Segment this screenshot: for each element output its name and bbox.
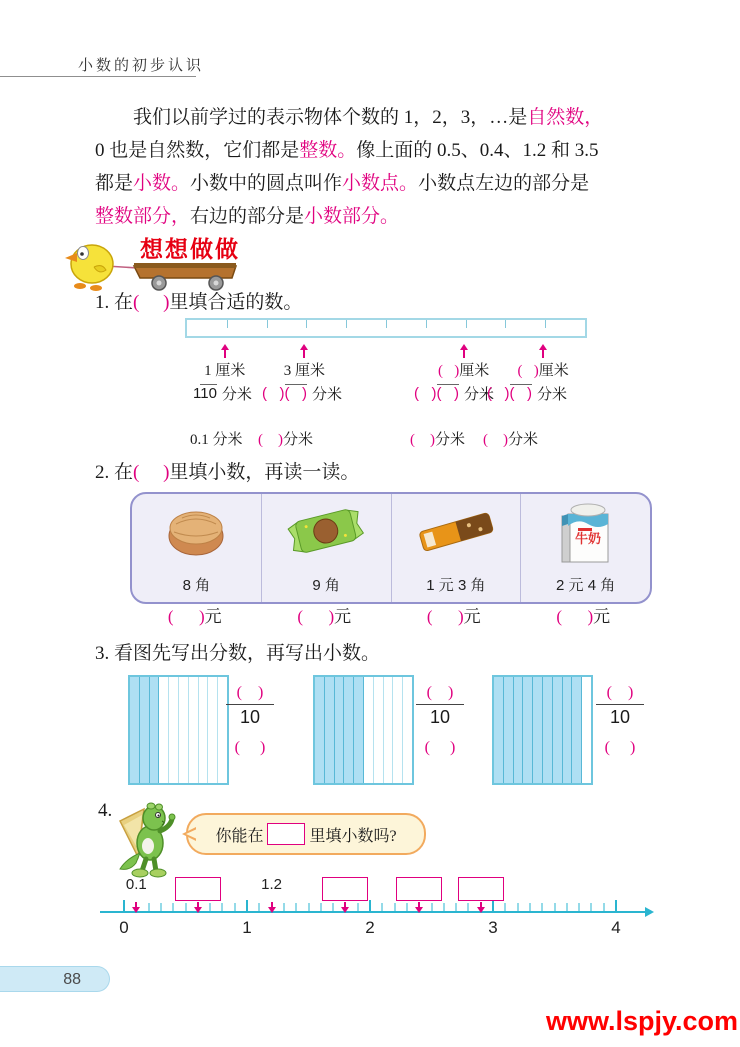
answer-blank[interactable]: ( ) — [234, 739, 266, 756]
answer-blank[interactable]: ( ) — [167, 607, 205, 626]
numberline-tick — [468, 903, 469, 911]
cm-label-row — [185, 359, 583, 379]
numberline-label: 3 — [488, 918, 498, 937]
pointer-arrow-icon — [463, 350, 465, 358]
answer-blank[interactable]: ( ) — [426, 684, 454, 701]
think-do-banner-label: 想想做做 — [140, 236, 240, 262]
tenths-grid — [128, 675, 229, 785]
number-line-axis — [100, 911, 645, 913]
ruler-tick — [346, 320, 347, 328]
numberline-tick — [222, 903, 223, 911]
shaded-strip — [543, 677, 553, 783]
ruler-tick — [545, 320, 546, 328]
page-number-badge: 88 — [0, 966, 110, 992]
answer-blank[interactable]: ( )( ) — [487, 385, 532, 402]
numberline-tick — [566, 903, 567, 911]
numberline-tick — [160, 903, 161, 911]
dinosaur-illustration — [110, 799, 182, 884]
decimal-label: ( )分米 — [483, 432, 539, 448]
fraction-label: 110 分米 — [193, 385, 252, 403]
fraction-answer-block: ( ) 10 ( ) — [585, 684, 655, 757]
answer-blank[interactable]: ( ) — [133, 292, 170, 313]
numberline-tick — [529, 903, 530, 911]
numberline-tick — [283, 903, 284, 911]
answer-blank[interactable]: ( ) — [556, 607, 594, 626]
yuan-answer: ( )元 — [167, 607, 222, 626]
decimal-label: ( )分米 — [410, 432, 466, 448]
cm-label: 3 厘米 — [283, 363, 326, 379]
numberline-tick — [443, 903, 444, 911]
intro-paragraph — [95, 101, 653, 233]
numberline-tick — [603, 903, 604, 911]
shaded-strip — [325, 677, 335, 783]
shaded-strip — [150, 677, 160, 783]
yuan-answer: ( )元 — [426, 607, 481, 626]
answer-blank[interactable]: ( ) — [517, 363, 539, 379]
speech-bubble: 你能在 里填小数吗? — [186, 813, 426, 855]
answer-blank[interactable]: ( )( ) — [414, 385, 459, 402]
price-caption: 9 角 — [312, 577, 340, 594]
intro-line: 都是小数。小数中的圆点叫作小数点。小数点左边的部分是 — [95, 173, 590, 194]
numberline-tick — [123, 900, 125, 911]
watermark-link[interactable]: www.lspjy.com — [545, 1006, 738, 1036]
numberline-tick — [517, 903, 518, 911]
ruler-arrows — [185, 344, 583, 358]
numberline-tick — [431, 903, 432, 911]
numberline-tick — [579, 903, 580, 911]
numberline-label: 4 — [611, 918, 621, 937]
down-arrow-icon — [135, 902, 137, 907]
price-item-cell — [132, 494, 262, 602]
down-arrow-icon — [480, 902, 482, 907]
numberline-tick — [333, 903, 334, 911]
number-line — [0, 874, 740, 950]
tenths-grid — [313, 675, 414, 785]
fill-in-box[interactable] — [322, 877, 368, 901]
empty-strip — [169, 677, 179, 783]
shaded-strip — [130, 677, 140, 783]
answer-blank[interactable]: ( ) — [604, 739, 636, 756]
numberline-label: 0 — [119, 918, 129, 937]
numberline-tick — [394, 903, 395, 911]
cm-label: ( )厘米 — [437, 363, 490, 379]
answer-blank[interactable]: ( )( ) — [262, 385, 307, 402]
pointer-arrow-icon — [224, 350, 226, 358]
fill-in-box[interactable] — [396, 877, 442, 901]
price-caption: 1 元 3 角 — [426, 577, 486, 594]
yuan-answer: ( )元 — [556, 607, 611, 626]
empty-strip — [179, 677, 189, 783]
bread-bun-icon — [152, 498, 240, 569]
empty-strip — [159, 677, 169, 783]
tenths-grid — [492, 675, 593, 785]
ruler-tick — [267, 320, 268, 328]
answer-blank[interactable]: ( ) — [424, 739, 456, 756]
chapter-header: 小数的初步认识 — [78, 58, 205, 74]
pointer-arrow-icon — [303, 350, 305, 358]
numberline-tick — [173, 903, 174, 911]
shaded-strip — [494, 677, 504, 783]
numberline-tick — [492, 900, 494, 911]
numberline-tick — [554, 903, 555, 911]
marker-value-label: 0.1 — [125, 876, 147, 893]
shaded-strip — [553, 677, 563, 783]
numberline-tick — [456, 903, 457, 911]
answer-blank[interactable]: ( ) — [297, 607, 335, 626]
fraction-label: ( )( ) 分米 — [487, 385, 568, 403]
fraction-label-row — [0, 383, 740, 423]
ruler-tick — [505, 320, 506, 328]
shaded-strip — [514, 677, 524, 783]
ruler-tick — [466, 320, 467, 328]
price-items-panel — [130, 492, 652, 604]
numberline-tick — [406, 903, 407, 911]
wrapped-candy-icon — [278, 498, 374, 569]
milk-pack-label: 牛奶 — [574, 531, 601, 546]
empty-strip — [374, 677, 384, 783]
exercise4-number: 4. — [98, 800, 113, 821]
shaded-strip — [504, 677, 514, 783]
numberline-tick — [369, 900, 371, 911]
numberline-label: 1 — [242, 918, 252, 937]
numberline-tick — [382, 903, 383, 911]
fraction-label: ( )( ) 分米 — [262, 385, 343, 403]
shaded-strip — [572, 677, 582, 783]
fraction-answer-block: ( ) 10 ( ) — [405, 684, 475, 757]
empty-strip — [384, 677, 394, 783]
answer-blank[interactable]: ( ) — [236, 684, 264, 701]
shaded-strip — [140, 677, 150, 783]
price-caption: 2 元 4 角 — [556, 577, 616, 594]
numberline-tick — [259, 903, 260, 911]
numberline-tick — [234, 903, 235, 911]
fill-in-box[interactable] — [458, 877, 504, 901]
milk-carton-icon — [542, 498, 630, 573]
empty-strip — [189, 677, 199, 783]
numberline-tick — [542, 903, 543, 911]
answer-blank[interactable]: ( ) — [258, 432, 283, 448]
answer-blank[interactable]: ( ) — [133, 462, 170, 483]
numberline-label: 2 — [365, 918, 375, 937]
shaded-strip — [354, 677, 364, 783]
answer-blank[interactable]: ( ) — [410, 432, 435, 448]
shaded-strip — [315, 677, 325, 783]
numberline-tick — [246, 900, 248, 911]
cm-label: ( )厘米 — [517, 363, 569, 379]
down-arrow-icon — [418, 902, 420, 907]
cm-label: 1 厘米 — [204, 363, 246, 379]
fraction-answer-block: ( ) 10 ( ) — [215, 684, 285, 757]
numberline-tick — [148, 903, 149, 911]
empty-strip — [199, 677, 209, 783]
answer-blank[interactable]: ( ) — [437, 363, 460, 379]
exercise2-title: 2. 在( )里填小数，再读一读。 — [95, 462, 360, 483]
ruler-tick — [227, 320, 228, 328]
down-arrow-icon — [197, 902, 199, 907]
numberline-tick — [210, 903, 211, 911]
price-item-cell — [521, 494, 650, 602]
price-item-cell — [392, 494, 522, 602]
ruler-tick — [386, 320, 387, 328]
answer-blank[interactable]: ( ) — [483, 432, 508, 448]
numberline-tick — [320, 903, 321, 911]
shaded-strip — [533, 677, 543, 783]
decimal-label-row — [0, 428, 740, 450]
numberline-tick — [615, 900, 617, 911]
ruler-diagram — [185, 318, 587, 338]
answer-blank[interactable]: ( ) — [426, 607, 464, 626]
fill-in-box[interactable] — [175, 877, 221, 901]
down-arrow-icon — [344, 902, 346, 907]
numberline-tick — [308, 903, 309, 911]
shaded-strip — [523, 677, 533, 783]
fill-in-box[interactable] — [267, 823, 305, 845]
exercise3-title: 3. 看图先写出分数，再写出小数。 — [95, 643, 381, 664]
numberline-tick — [357, 903, 358, 911]
header-rule — [0, 76, 196, 77]
shaded-strip — [563, 677, 573, 783]
empty-strip — [364, 677, 374, 783]
chocolate-bar-icon — [408, 498, 504, 569]
fraction-label: ( )( ) 分米 — [414, 385, 495, 403]
price-caption: 8 角 — [182, 577, 211, 594]
ruler-tick — [426, 320, 427, 328]
decimal-label: 0.1 分米 — [190, 432, 243, 448]
exercise1-title: 1. 在( )里填合适的数。 — [95, 292, 303, 313]
price-item-cell — [262, 494, 392, 602]
intro-line: 整数部分，右边的部分是小数部分。 — [95, 206, 400, 227]
ruler-tick — [306, 320, 307, 328]
intro-line: 我们以前学过的表示物体个数的 1，2，3，…是自然数， — [133, 107, 604, 128]
yuan-answer: ( )元 — [297, 607, 352, 626]
pointer-arrow-icon — [542, 350, 544, 358]
numberline-tick — [185, 903, 186, 911]
decimal-label: ( )分米 — [258, 432, 314, 448]
shaded-strip — [344, 677, 354, 783]
numberline-tick — [505, 903, 506, 911]
shaded-strip — [335, 677, 345, 783]
intro-line: 0 也是自然数，它们都是整数。像上面的 0.5、0.4、1.2 和 3.5 — [95, 140, 599, 161]
numberline-tick — [591, 903, 592, 911]
dinosaur-icon — [110, 799, 182, 879]
marker-value-label: 1.2 — [261, 876, 283, 893]
down-arrow-icon — [271, 902, 273, 907]
yuan-answer-row — [130, 602, 648, 627]
empty-strip — [393, 677, 403, 783]
numberline-tick — [296, 903, 297, 911]
answer-blank[interactable]: ( ) — [606, 684, 634, 701]
